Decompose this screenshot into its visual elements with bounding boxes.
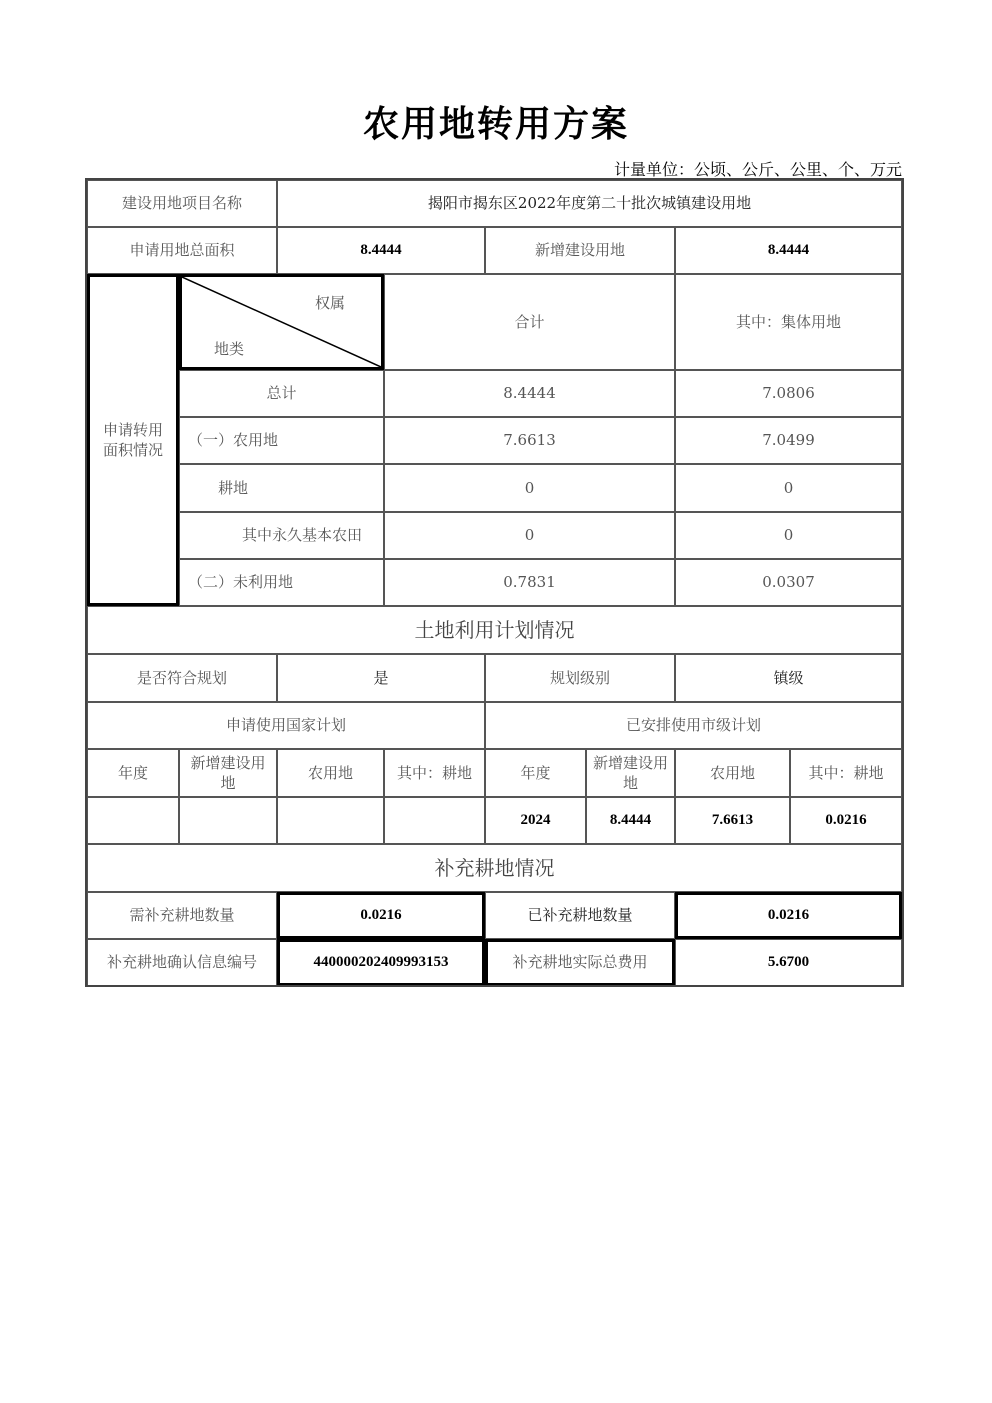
cost-label: 补充耕地实际总费用 bbox=[485, 939, 675, 986]
value-new-city: 8.4444 bbox=[586, 797, 675, 844]
header-new-city: 新增建设用地 bbox=[586, 749, 675, 797]
header-cultivated-national: 其中：耕地 bbox=[384, 749, 485, 797]
new-construction-value: 8.4444 bbox=[675, 227, 902, 274]
total-area-value: 8.4444 bbox=[277, 227, 485, 274]
done-value: 0.0216 bbox=[675, 892, 902, 939]
row-total-collective: 7.0806 bbox=[675, 370, 902, 417]
header-farmland-national: 农用地 bbox=[277, 749, 384, 797]
row-unused-total: 0.7831 bbox=[384, 559, 675, 606]
header-farmland-city: 农用地 bbox=[675, 749, 790, 797]
done-label: 已补充耕地数量 bbox=[485, 892, 675, 939]
row-permanent-total: 0 bbox=[384, 512, 675, 559]
diagonal-header bbox=[179, 274, 384, 370]
row-unused-collective: 0.0307 bbox=[675, 559, 902, 606]
value-new-national bbox=[179, 797, 277, 844]
project-name-label: 建设用地项目名称 bbox=[87, 180, 277, 227]
total-area-label: 申请用地总面积 bbox=[87, 227, 277, 274]
landtype-header: 地类 bbox=[214, 340, 245, 358]
conform-value: 是 bbox=[277, 654, 485, 702]
header-year-national: 年度 bbox=[87, 749, 179, 797]
row-total-total: 8.4444 bbox=[384, 370, 675, 417]
city-plan-label: 已安排使用市级计划 bbox=[485, 702, 902, 749]
ownership-header: 权属 bbox=[314, 294, 345, 312]
row-label-unused: （二）未利用地 bbox=[179, 559, 384, 606]
value-cultivated-city: 0.0216 bbox=[790, 797, 902, 844]
need-label: 需补充耕地数量 bbox=[87, 892, 277, 939]
national-plan-label: 申请使用国家计划 bbox=[87, 702, 485, 749]
level-value: 镇级 bbox=[675, 654, 902, 702]
row-cultivated-collective: 0 bbox=[675, 464, 902, 512]
unit-note: 计量单位：公顷、公斤、公里、个、万元 bbox=[613, 160, 902, 179]
need-value: 0.0216 bbox=[277, 892, 485, 939]
supplement-section-title: 补充耕地情况 bbox=[87, 844, 902, 892]
row-farmland-total: 7.6613 bbox=[384, 417, 675, 464]
row-cultivated-total: 0 bbox=[384, 464, 675, 512]
page-title: 农用地转用方案 bbox=[362, 103, 629, 145]
value-farmland-national bbox=[277, 797, 384, 844]
header-cultivated-city: 其中：耕地 bbox=[790, 749, 902, 797]
plan-section-title: 土地利用计划情况 bbox=[87, 606, 902, 654]
col-total-header: 合计 bbox=[384, 274, 675, 370]
conform-label: 是否符合规划 bbox=[87, 654, 277, 702]
row-label-permanent: 其中永久基本农田 bbox=[179, 512, 384, 559]
code-value: 440000202409993153 bbox=[277, 939, 485, 986]
row-label-farmland: （一）农用地 bbox=[179, 417, 384, 464]
project-name-value: 揭阳市揭东区2022年度第二十批次城镇建设用地 bbox=[277, 180, 902, 227]
new-construction-label: 新增建设用地 bbox=[485, 227, 675, 274]
code-label: 补充耕地确认信息编号 bbox=[87, 939, 277, 986]
row-label-cultivated: 耕地 bbox=[179, 464, 384, 512]
diagonal-line bbox=[182, 277, 381, 367]
header-year-city: 年度 bbox=[485, 749, 586, 797]
level-label: 规划级别 bbox=[485, 654, 675, 702]
row-farmland-collective: 7.0499 bbox=[675, 417, 902, 464]
value-year-city: 2024 bbox=[485, 797, 586, 844]
value-year-national bbox=[87, 797, 179, 844]
value-farmland-city: 7.6613 bbox=[675, 797, 790, 844]
value-cultivated-national bbox=[384, 797, 485, 844]
row-label-total: 总计 bbox=[179, 370, 384, 417]
cost-value: 5.6700 bbox=[675, 939, 902, 986]
col-collective-header: 其中：集体用地 bbox=[675, 274, 902, 370]
header-new-national: 新增建设用地 bbox=[179, 749, 277, 797]
row-permanent-collective: 0 bbox=[675, 512, 902, 559]
conversion-side-label: 申请转用面积情况 bbox=[87, 274, 179, 606]
